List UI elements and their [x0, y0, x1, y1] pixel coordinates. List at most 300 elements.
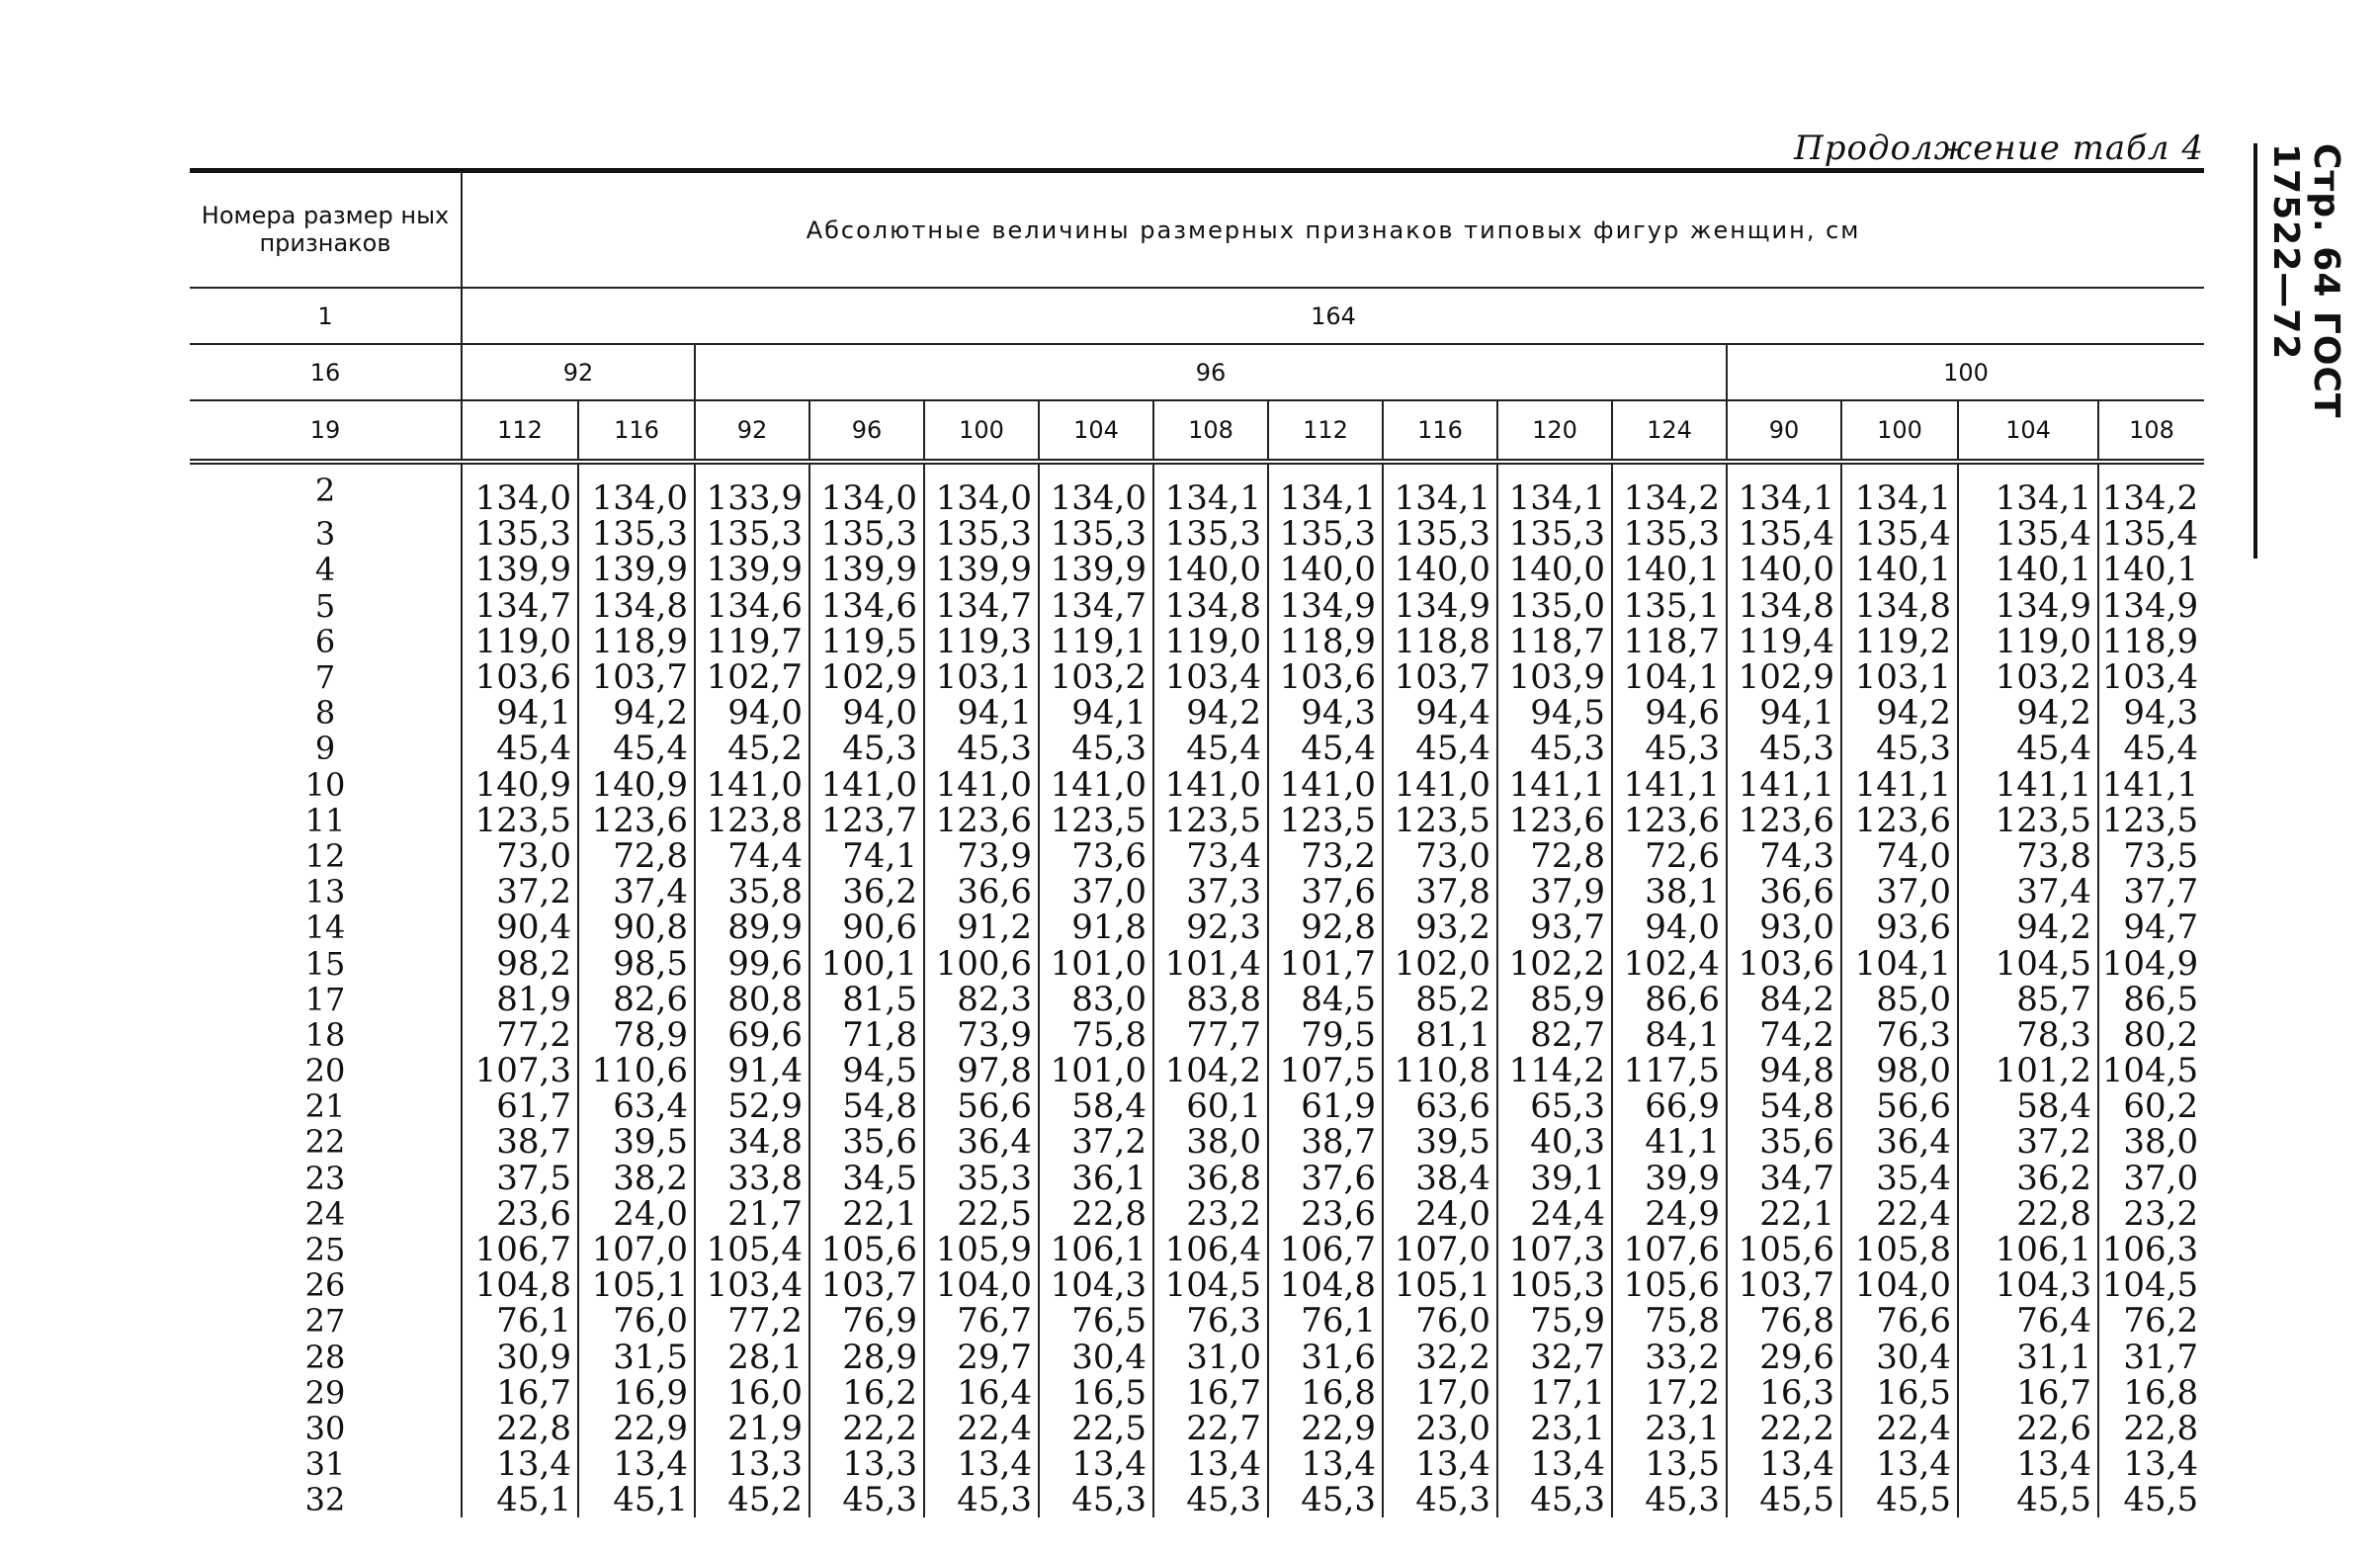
measurement-cell: 140,1: [1841, 552, 1958, 587]
feature-number: 24: [304, 1194, 346, 1233]
measurement-cell: 31,7: [2098, 1340, 2204, 1375]
measurement-cell: 36,4: [924, 1124, 1039, 1160]
measurement-cell: 45,1: [462, 1482, 578, 1517]
measurement-cell: 134,1: [1958, 462, 2098, 516]
header-subgroup: 100: [1841, 400, 1958, 462]
header-subgroup: 92: [695, 400, 809, 462]
measurement-cell: 16,5: [1841, 1375, 1958, 1411]
table-row: [190, 1267, 2204, 1303]
measurement-cell: 45,3: [1727, 731, 1841, 766]
measurement-cell: 65,3: [1497, 1088, 1612, 1124]
measurement-cell: 118,9: [578, 624, 695, 659]
measurement-cell: 81,5: [809, 982, 924, 1017]
measurement-cell: 103,4: [1153, 659, 1268, 695]
measurement-cell: 123,6: [1727, 803, 1841, 838]
measurement-cell: 45,4: [1958, 731, 2098, 766]
measurement-cell: 24,4: [1497, 1196, 1612, 1232]
table-row: [190, 1053, 2204, 1088]
measurement-cell: 45,2: [695, 1482, 809, 1517]
measurement-cell: 74,1: [809, 838, 924, 874]
header-row-label: 16: [190, 344, 462, 400]
header-row-label: 1: [190, 288, 462, 344]
measurement-cell: 92,3: [1153, 909, 1268, 945]
measurement-cell: 76,9: [809, 1303, 924, 1339]
measurement-cell: 103,2: [1958, 659, 2098, 695]
table-row: [190, 1124, 2204, 1160]
measurement-cell: 74,3: [1727, 838, 1841, 874]
measurement-cell: 16,2: [809, 1375, 924, 1411]
header-subgroup: 116: [1383, 400, 1497, 462]
measurement-cell: 37,4: [1958, 874, 2098, 909]
measurement-cell: 85,2: [1383, 982, 1497, 1017]
measurement-cell: 63,4: [578, 1088, 695, 1124]
measurement-cell: 123,5: [1383, 803, 1497, 838]
measurement-cell: 45,4: [1268, 731, 1383, 766]
measurement-cell: 93,0: [1727, 909, 1841, 945]
measurement-cell: 93,2: [1383, 909, 1497, 945]
measurement-cell: 34,7: [1727, 1161, 1841, 1196]
measurement-cell: 94,2: [1958, 909, 2098, 945]
measurement-cell: 94,0: [809, 695, 924, 731]
feature-number: 8: [314, 694, 336, 733]
measurement-cell: 118,9: [2098, 624, 2204, 659]
measurement-cell: 17,1: [1497, 1375, 1612, 1411]
measurement-cell: 22,9: [1268, 1411, 1383, 1446]
measurement-cell: 73,6: [1039, 838, 1153, 874]
table-row: [190, 874, 2204, 909]
measurement-cell: 119,4: [1727, 624, 1841, 659]
table-row: [190, 1017, 2204, 1053]
measurement-cell: 134,0: [1039, 462, 1153, 516]
measurement-cell: 104,0: [924, 1267, 1039, 1303]
feature-number: 21: [304, 1087, 346, 1126]
header-subgroup: 108: [2098, 400, 2204, 462]
measurement-cell: 76,7: [924, 1303, 1039, 1339]
measurement-cell: 13,4: [924, 1446, 1039, 1482]
measurement-cell: 29,6: [1727, 1340, 1841, 1375]
measurement-cell: 107,0: [578, 1232, 695, 1267]
measurement-cell: 104,9: [2098, 945, 2204, 981]
measurement-cell: 102,4: [1612, 945, 1727, 981]
measurement-cell: 101,7: [1268, 945, 1383, 981]
measurement-cell: 73,9: [924, 838, 1039, 874]
measurement-cell: 123,6: [1841, 803, 1958, 838]
measurement-cell: 23,2: [1153, 1196, 1268, 1232]
measurement-cell: 135,3: [578, 516, 695, 552]
measurement-cell: 75,8: [1612, 1303, 1727, 1339]
measurement-cell: 99,6: [695, 945, 809, 981]
measurement-cell: 106,1: [1958, 1232, 2098, 1267]
measurement-cell: 134,0: [462, 462, 578, 516]
measurement-cell: 103,1: [1841, 659, 1958, 695]
measurement-cell: 24,0: [1383, 1196, 1497, 1232]
measurement-cell: 16,0: [695, 1375, 809, 1411]
measurement-cell: 37,0: [1841, 874, 1958, 909]
measurement-cell: 13,5: [1612, 1446, 1727, 1482]
measurement-cell: 22,8: [1958, 1196, 2098, 1232]
measurement-cell: 123,5: [462, 803, 578, 838]
measurement-cell: 134,7: [462, 588, 578, 624]
measurement-cell: 94,2: [1153, 695, 1268, 731]
measurement-cell: 134,1: [1727, 462, 1841, 516]
column-header-title: Абсолютные величины размерных признаков типовых фигур женщин, см: [462, 171, 2204, 289]
measurement-cell: 135,4: [1727, 516, 1841, 552]
measurement-cell: 78,3: [1958, 1017, 2098, 1053]
measurement-cell: 33,2: [1612, 1340, 1727, 1375]
measurement-cell: 106,7: [1268, 1232, 1383, 1267]
measurement-cell: 133,9: [695, 462, 809, 516]
measurement-cell: 102,0: [1383, 945, 1497, 981]
table-row: [190, 1340, 2204, 1375]
measurement-cell: 39,5: [578, 1124, 695, 1160]
measurement-cell: 85,9: [1497, 982, 1612, 1017]
measurement-cell: 76,2: [2098, 1303, 2204, 1339]
measurement-cell: 94,0: [1612, 909, 1727, 945]
measurement-cell: 140,0: [1153, 552, 1268, 587]
measurement-cell: 84,2: [1727, 982, 1841, 1017]
measurement-cell: 123,5: [1039, 803, 1153, 838]
measurement-cell: 140,1: [1958, 552, 2098, 587]
measurement-cell: 134,9: [1268, 588, 1383, 624]
measurement-cell: 84,1: [1612, 1017, 1727, 1053]
measurement-cell: 134,8: [578, 588, 695, 624]
measurement-cell: 76,3: [1841, 1017, 1958, 1053]
measurement-cell: 135,3: [1039, 516, 1153, 552]
header-group: 96: [695, 344, 1727, 400]
measurement-cell: 91,2: [924, 909, 1039, 945]
table-row: [190, 462, 2204, 516]
measurement-cell: 119,0: [1153, 624, 1268, 659]
measurement-cell: 104,5: [1153, 1267, 1268, 1303]
measurement-cell: 141,0: [809, 767, 924, 803]
measurement-cell: 104,1: [1841, 945, 1958, 981]
table-row: [190, 516, 2204, 552]
measurement-cell: 139,9: [695, 552, 809, 587]
measurement-cell: 13,4: [1958, 1446, 2098, 1482]
measurement-cell: 35,6: [1727, 1124, 1841, 1160]
measurement-cell: 141,0: [1268, 767, 1383, 803]
table-row: [190, 1196, 2204, 1232]
measurement-cell: 74,2: [1727, 1017, 1841, 1053]
measurement-cell: 107,3: [462, 1053, 578, 1088]
measurement-cell: 103,1: [924, 659, 1039, 695]
page-standard-code: Стр. 64 ГОСТ 17522—72: [2253, 143, 2346, 559]
measurement-cell: 45,1: [578, 1482, 695, 1517]
measurement-cell: 135,3: [462, 516, 578, 552]
measurement-cell: 94,7: [2098, 909, 2204, 945]
measurement-cell: 93,6: [1841, 909, 1958, 945]
measurement-cell: 119,2: [1841, 624, 1958, 659]
feature-number: 27: [304, 1302, 346, 1341]
measurement-cell: 103,7: [1727, 1267, 1841, 1303]
feature-number: 10: [304, 765, 346, 804]
measurement-cell: 38,2: [578, 1161, 695, 1196]
measurement-cell: 16,3: [1727, 1375, 1841, 1411]
measurement-cell: 134,9: [1383, 588, 1497, 624]
measurement-cell: 94,1: [462, 695, 578, 731]
table-caption: Продолжение табл 4: [1794, 129, 2204, 168]
measurement-cell: 82,6: [578, 982, 695, 1017]
measurement-cell: 119,0: [1958, 624, 2098, 659]
measurement-cell: 134,1: [1268, 462, 1383, 516]
measurement-cell: 123,6: [578, 803, 695, 838]
measurement-cell: 16,7: [462, 1375, 578, 1411]
measurement-cell: 30,4: [1841, 1340, 1958, 1375]
measurement-cell: 76,5: [1039, 1303, 1153, 1339]
header-height-value: 164: [462, 288, 2204, 344]
feature-number: 32: [304, 1481, 346, 1519]
measurement-cell: 23,6: [1268, 1196, 1383, 1232]
measurement-cell: 102,2: [1497, 945, 1612, 981]
measurement-cell: 123,6: [1612, 803, 1727, 838]
feature-number: 2: [314, 472, 336, 510]
measurement-cell: 22,5: [924, 1196, 1039, 1232]
measurement-cell: 141,1: [2098, 767, 2204, 803]
measurement-cell: 119,7: [695, 624, 809, 659]
header-group: 100: [1727, 344, 2204, 400]
feature-number: 9: [314, 730, 336, 768]
measurement-cell: 140,0: [1727, 552, 1841, 587]
measurement-cell: 94,5: [809, 1053, 924, 1088]
measurement-cell: 36,2: [1958, 1161, 2098, 1196]
measurement-cell: 37,2: [1958, 1124, 2098, 1160]
measurement-cell: 94,6: [1612, 695, 1727, 731]
measurement-cell: 135,3: [1268, 516, 1383, 552]
measurement-cell: 107,0: [1383, 1232, 1497, 1267]
measurement-cell: 16,4: [924, 1375, 1039, 1411]
feature-number: 31: [304, 1445, 346, 1484]
feature-number: 3: [314, 515, 336, 554]
measurement-cell: 134,0: [924, 462, 1039, 516]
measurement-cell: 13,3: [695, 1446, 809, 1482]
measurement-cell: 45,5: [1958, 1482, 2098, 1517]
measurement-cell: 73,4: [1153, 838, 1268, 874]
measurement-cell: 52,9: [695, 1088, 809, 1124]
header-subgroup: 120: [1497, 400, 1612, 462]
feature-number: 29: [304, 1373, 346, 1412]
measurement-cell: 45,3: [1612, 731, 1727, 766]
measurement-cell: 13,4: [1039, 1446, 1153, 1482]
measurement-cell: 91,4: [695, 1053, 809, 1088]
measurement-cell: 45,3: [924, 1482, 1039, 1517]
measurement-cell: 103,2: [1039, 659, 1153, 695]
measurement-cell: 118,9: [1268, 624, 1383, 659]
table-row: [190, 838, 2204, 874]
measurement-cell: 135,3: [695, 516, 809, 552]
feature-number: 20: [304, 1052, 346, 1090]
measurement-cell: 134,7: [924, 588, 1039, 624]
measurement-cell: 13,4: [1727, 1446, 1841, 1482]
measurement-cell: 94,2: [1958, 695, 2098, 731]
measurement-cell: 141,0: [1383, 767, 1497, 803]
measurement-cell: 94,1: [1727, 695, 1841, 731]
measurement-cell: 90,4: [462, 909, 578, 945]
header-row-label: 19: [190, 400, 462, 462]
measurement-cell: 13,3: [809, 1446, 924, 1482]
feature-number: 18: [304, 1015, 346, 1054]
measurement-cell: 123,5: [1268, 803, 1383, 838]
measurement-cell: 140,0: [1383, 552, 1497, 587]
measurement-cell: 30,9: [462, 1340, 578, 1375]
measurement-cell: 45,3: [1612, 1482, 1727, 1517]
measurement-cell: 134,0: [578, 462, 695, 516]
measurement-cell: 101,0: [1039, 945, 1153, 981]
measurement-cell: 105,9: [924, 1232, 1039, 1267]
measurement-cell: 38,1: [1612, 874, 1727, 909]
measurement-cell: 94,8: [1727, 1053, 1841, 1088]
measurement-cell: 134,8: [1727, 588, 1841, 624]
measurement-cell: 56,6: [924, 1088, 1039, 1124]
table-row: [190, 695, 2204, 731]
measurement-cell: 123,5: [1958, 803, 2098, 838]
measurement-cell: 45,3: [1268, 1482, 1383, 1517]
feature-number: 22: [304, 1123, 346, 1162]
measurement-cell: 13,4: [1268, 1446, 1383, 1482]
measurement-cell: 16,8: [2098, 1375, 2204, 1411]
feature-number: 12: [304, 836, 346, 875]
measurement-cell: 101,2: [1958, 1053, 2098, 1088]
measurement-cell: 13,4: [578, 1446, 695, 1482]
measurement-cell: 86,6: [1612, 982, 1727, 1017]
measurement-cell: 31,5: [578, 1340, 695, 1375]
measurement-cell: 37,4: [578, 874, 695, 909]
measurement-cell: 45,3: [1383, 1482, 1497, 1517]
measurement-cell: 94,3: [1268, 695, 1383, 731]
measurement-cell: 105,3: [1497, 1267, 1612, 1303]
measurement-cell: 23,2: [2098, 1196, 2204, 1232]
measurement-cell: 22,2: [1727, 1411, 1841, 1446]
measurement-cell: 37,2: [1039, 1124, 1153, 1160]
measurement-cell: 82,7: [1497, 1017, 1612, 1053]
measurement-cell: 103,6: [1268, 659, 1383, 695]
table-row: [190, 1482, 2204, 1517]
measurement-cell: 118,8: [1383, 624, 1497, 659]
feature-number: 17: [304, 980, 346, 1018]
table-row: [190, 552, 2204, 587]
measurement-cell: 24,9: [1612, 1196, 1727, 1232]
measurement-cell: 22,8: [1039, 1196, 1153, 1232]
measurement-cell: 54,8: [1727, 1088, 1841, 1124]
measurement-cell: 40,3: [1497, 1124, 1612, 1160]
measurement-cell: 76,3: [1153, 1303, 1268, 1339]
measurement-cell: 103,6: [1727, 945, 1841, 981]
measurement-cell: 98,0: [1841, 1053, 1958, 1088]
measurement-cell: 22,4: [1841, 1196, 1958, 1232]
measurement-cell: 16,7: [1958, 1375, 2098, 1411]
measurement-cell: 134,6: [809, 588, 924, 624]
measurement-cell: 22,9: [578, 1411, 695, 1446]
measurement-cell: 41,1: [1612, 1124, 1727, 1160]
measurement-cell: 56,6: [1841, 1088, 1958, 1124]
measurement-cell: 139,9: [578, 552, 695, 587]
feature-number: 28: [304, 1338, 346, 1376]
measurement-cell: 103,7: [809, 1267, 924, 1303]
measurement-cell: 84,5: [1268, 982, 1383, 1017]
measurement-cell: 104,5: [2098, 1267, 2204, 1303]
measurement-cell: 119,3: [924, 624, 1039, 659]
measurement-cell: 134,1: [1383, 462, 1497, 516]
measurement-cell: 22,4: [1841, 1411, 1958, 1446]
measurement-cell: 22,5: [1039, 1411, 1153, 1446]
measurement-cell: 35,8: [695, 874, 809, 909]
measurement-cell: 110,8: [1383, 1053, 1497, 1088]
measurement-cell: 141,1: [1958, 767, 2098, 803]
measurement-cell: 79,5: [1268, 1017, 1383, 1053]
measurement-cell: 141,1: [1612, 767, 1727, 803]
measurement-cell: 31,0: [1153, 1340, 1268, 1375]
measurement-cell: 37,3: [1153, 874, 1268, 909]
measurement-cell: 83,8: [1153, 982, 1268, 1017]
measurement-cell: 119,1: [1039, 624, 1153, 659]
measurement-cell: 139,9: [462, 552, 578, 587]
header-subgroup: 124: [1612, 400, 1727, 462]
feature-number: 23: [304, 1159, 346, 1197]
measurement-cell: 134,7: [1039, 588, 1153, 624]
measurement-cell: 38,0: [2098, 1124, 2204, 1160]
measurement-cell: 141,1: [1497, 767, 1612, 803]
measurement-cell: 134,1: [1841, 462, 1958, 516]
feature-number: 15: [304, 944, 346, 983]
measurement-cell: 80,8: [695, 982, 809, 1017]
measurement-cell: 32,7: [1497, 1340, 1612, 1375]
measurement-cell: 94,5: [1497, 695, 1612, 731]
measurement-cell: 123,5: [2098, 803, 2204, 838]
measurement-cell: 140,9: [578, 767, 695, 803]
measurement-cell: 90,8: [578, 909, 695, 945]
measurement-cell: 135,3: [1612, 516, 1727, 552]
measurement-cell: 45,3: [1153, 1482, 1268, 1517]
measurement-cell: 94,1: [1039, 695, 1153, 731]
measurement-cell: 58,4: [1958, 1088, 2098, 1124]
measurement-cell: 81,9: [462, 982, 578, 1017]
measurement-cell: 98,5: [578, 945, 695, 981]
measurement-cell: 61,7: [462, 1088, 578, 1124]
measurement-cell: 117,5: [1612, 1053, 1727, 1088]
measurement-cell: 77,2: [695, 1303, 809, 1339]
measurement-cell: 45,3: [1841, 731, 1958, 766]
measurement-cell: 22,1: [1727, 1196, 1841, 1232]
measurement-cell: 17,0: [1383, 1375, 1497, 1411]
measurement-cell: 91,8: [1039, 909, 1153, 945]
measurement-cell: 72,6: [1612, 838, 1727, 874]
feature-number: 6: [314, 622, 336, 660]
measurement-cell: 134,1: [1153, 462, 1268, 516]
measurement-cell: 114,2: [1497, 1053, 1612, 1088]
measurement-cell: 36,1: [1039, 1161, 1153, 1196]
header-subgroup: 96: [809, 400, 924, 462]
measurement-cell: 106,1: [1039, 1232, 1153, 1267]
measurement-cell: 135,3: [1153, 516, 1268, 552]
measurement-cell: 141,0: [924, 767, 1039, 803]
measurement-cell: 16,7: [1153, 1375, 1268, 1411]
measurement-cell: 23,1: [1612, 1411, 1727, 1446]
measurement-cell: 73,5: [2098, 838, 2204, 874]
measurement-cell: 37,9: [1497, 874, 1612, 909]
measurement-cell: 13,4: [1841, 1446, 1958, 1482]
measurement-cell: 66,9: [1612, 1088, 1727, 1124]
measurement-cell: 135,0: [1497, 588, 1612, 624]
feature-number: 5: [314, 586, 336, 625]
measurement-cell: 83,0: [1039, 982, 1153, 1017]
measurement-cell: 94,3: [2098, 695, 2204, 731]
column-header-feature-numbers: Номера размер ных признаков: [190, 171, 462, 289]
measurement-cell: 38,4: [1383, 1161, 1497, 1196]
measurement-cell: 105,1: [1383, 1267, 1497, 1303]
measurement-cell: 37,5: [462, 1161, 578, 1196]
table-row: [190, 624, 2204, 659]
measurement-cell: 134,9: [2098, 588, 2204, 624]
measurement-cell: 105,4: [695, 1232, 809, 1267]
